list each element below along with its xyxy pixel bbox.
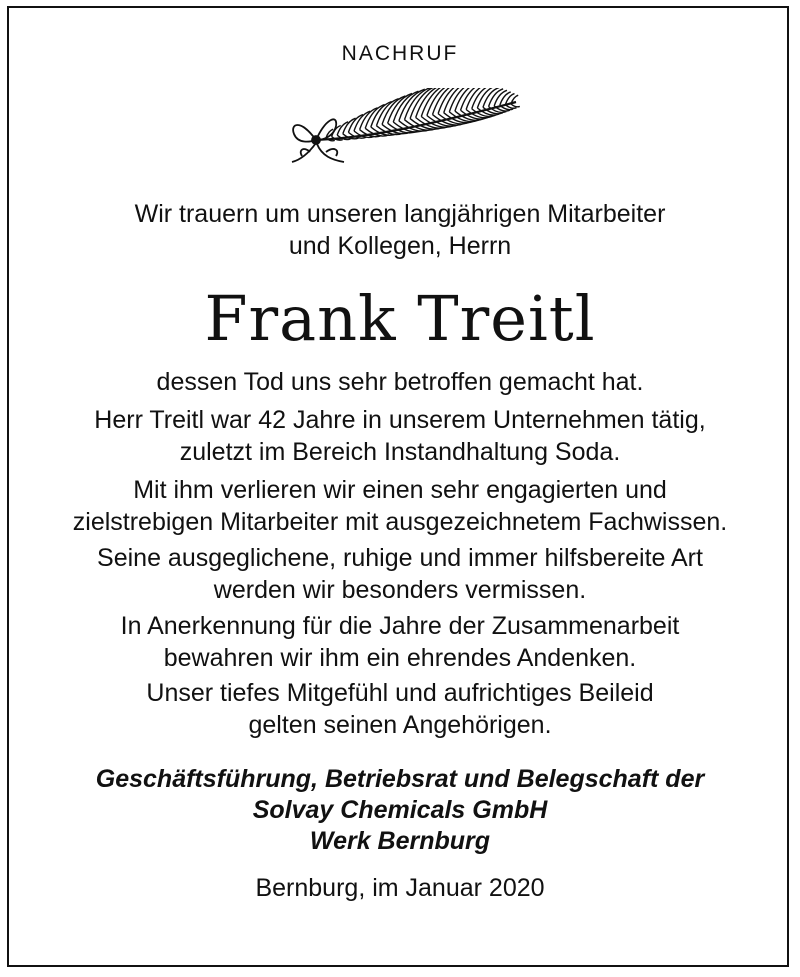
palm-branch-with-bow-icon	[286, 88, 520, 176]
body-paragraph: In Anerkennung für die Jahre der Zusammenarbeit bewahren wir ihm ein ehrendes Andenken.	[120, 612, 680, 672]
body-paragraph: Unser tiefes Mitgefühl und aufrichtiges Beileid gelten seinen Angehörigen.	[146, 679, 654, 739]
deceased-name: Frank Treitl	[204, 282, 596, 355]
body-paragraph: Herr Treitl war 42 Jahre in unserem Unternehmen tätig, zuletzt im Bereich Instandhaltung Soda.	[94, 406, 706, 466]
body-paragraph: dessen Tod uns sehr betroffen gemacht hat.	[156, 368, 644, 396]
body-paragraph: Seine ausgeglichene, ruhige und immer hilfsbereite Art werden wir besonders vermissen.	[97, 544, 703, 604]
signature-block: Geschäftsführung, Betriebsrat und Belegschaft der Solvay Chemicals GmbH Werk Bernburg	[95, 765, 705, 855]
notice-heading: NACHRUF	[341, 42, 459, 65]
intro-text: Wir trauern um unseren langjährigen Mitarbeiter und Kollegen, Herrn	[134, 200, 666, 260]
place-date: Bernburg, im Januar 2020	[255, 874, 545, 902]
body-paragraph: Mit ihm verlieren wir einen sehr engagierten und zielstrebigen Mitarbeiter mit ausgezeichnetem Fachwissen.	[72, 476, 728, 536]
